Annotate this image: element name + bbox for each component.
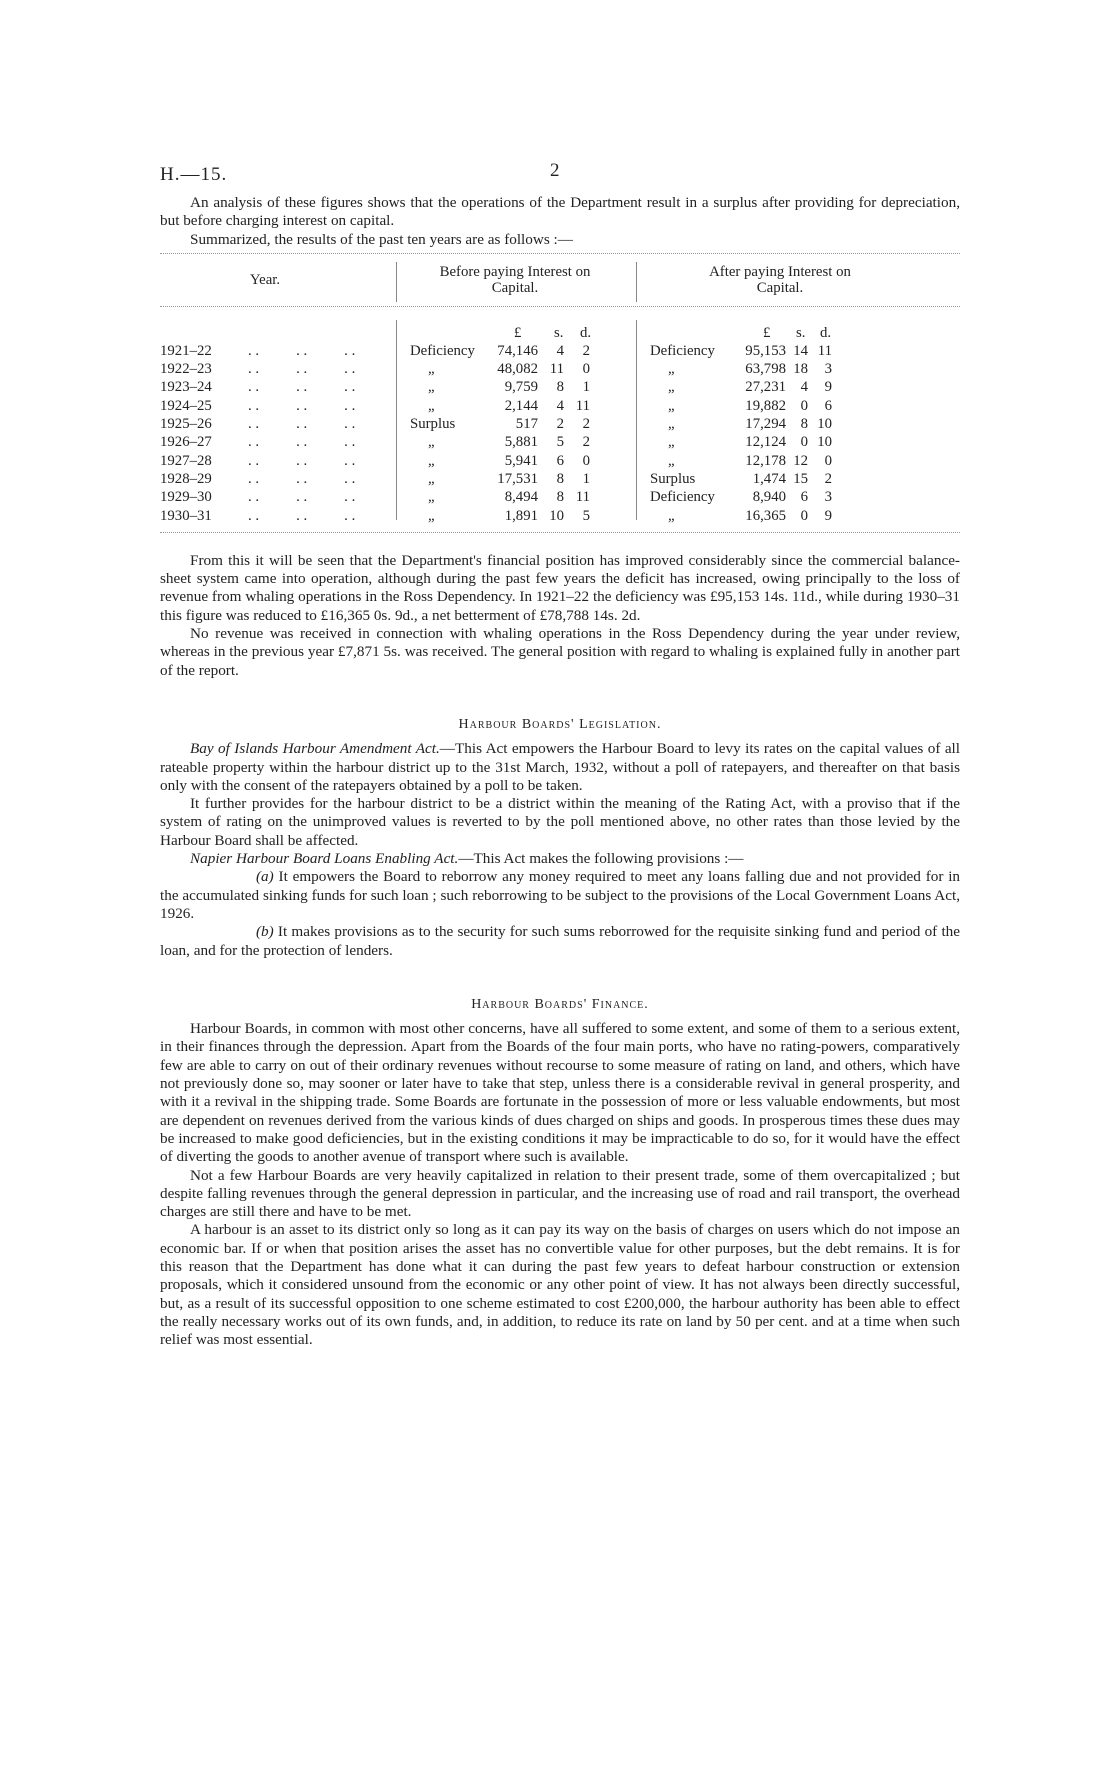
before-shillings-cell: 4 <box>556 342 564 359</box>
leader-dots: . . . . . . <box>248 416 356 433</box>
before-pounds-cell: 517 <box>515 416 538 433</box>
page-header <box>160 160 960 194</box>
finance-paragraph-3: A harbour is an asset to its district only so long as it can pay its way on the basis of charges on users which do not impose an economic bar. If or when that position arises the asset has no convertible value for other purposes, but the debt remains. It is for this reason that the Department has done what it can during the past few years to defeat harbour construction or extension proposals, which it considered unsound from the economic or any other point of view. It has not always been directly successful, but, as a result of its successful opposition to one scheme estimated to cost £200,000, the harbour authority has been able to effect the really necessary works out of its own funds, and, in addition, to reduce its rate on land by 50 per cent. and at a time when such relief was most essential. <box>160 1221 960 1349</box>
before-pence-symbol: d. <box>580 324 592 341</box>
after-status-cell: „ <box>668 379 675 396</box>
column-divider-2 <box>636 262 637 302</box>
before-status-cell: „ <box>428 379 435 396</box>
before-pence-cell: 1 <box>582 470 590 487</box>
after-shillings-cell: 18 <box>793 361 808 378</box>
before-status-cell: „ <box>428 434 435 451</box>
after-pence-cell: 2 <box>824 470 832 487</box>
after-shillings-cell: 14 <box>793 342 808 359</box>
leader-dots: . . . . . . <box>248 434 356 451</box>
leader-dots: . . . . . . <box>248 379 356 396</box>
after-pence-symbol: d. <box>820 324 832 341</box>
header-rule <box>160 306 960 307</box>
before-pounds-cell: 8,494 <box>504 489 538 506</box>
before-pence-cell: 2 <box>582 416 590 433</box>
leader-dots: . . . . . . <box>248 397 356 414</box>
provision-b <box>160 923 960 960</box>
table-row <box>160 415 960 433</box>
year-cell: 1922–23 <box>160 361 212 378</box>
table-row <box>160 452 960 470</box>
before-status-cell: „ <box>428 361 435 378</box>
rating-act-paragraph: It further provides for the harbour district to be a district within the meaning of the Rating Act, with a proviso that if the system of rating on the unimproved values is reverted to by the poll mentioned above, no other rates than those levied by the Harbour Board shall be affected. <box>160 795 960 849</box>
before-pounds-cell: 17,531 <box>497 470 538 487</box>
after-pence-cell: 10 <box>817 434 832 451</box>
after-pounds-cell: 17,294 <box>745 416 786 433</box>
year-cell: 1929–30 <box>160 489 212 506</box>
before-shillings-cell: 8 <box>556 379 564 396</box>
year-cell: 1926–27 <box>160 434 212 451</box>
before-status-cell: Surplus <box>410 416 456 433</box>
after-pence-cell: 10 <box>817 416 832 433</box>
before-shillings-symbol: s. <box>554 324 564 341</box>
leader-dots: . . . . . . <box>248 470 356 487</box>
document-reference: H.—15. <box>160 164 228 185</box>
after-pounds-cell: 1,474 <box>752 470 786 487</box>
after-pounds-cell: 12,124 <box>745 434 786 451</box>
before-shillings-cell: 10 <box>549 507 564 524</box>
finance-heading: Harbour Boards' Finance. <box>471 996 649 1012</box>
after-status-cell: „ <box>668 397 675 414</box>
before-pounds-cell: 5,941 <box>504 452 538 469</box>
table-row <box>160 342 960 360</box>
before-status-cell: „ <box>428 489 435 506</box>
before-pence-cell: 0 <box>582 452 590 469</box>
year-cell: 1925–26 <box>160 416 212 433</box>
after-pence-cell: 3 <box>824 361 832 378</box>
before-shillings-cell: 11 <box>549 361 564 378</box>
provision-a-text: It empowers the Board to reborrow any money required to meet any loans falling due and not provided for in the accumulated sinking funds for such loan ; such reborrowing to be subject to the provisions of the Local Government Loans Act, 1926. <box>160 868 961 922</box>
before-status-cell: „ <box>428 470 435 487</box>
leader-dots: . . . . . . <box>248 489 356 506</box>
provision-a <box>160 868 960 923</box>
intro-paragraph-2: Summarized, the results of the past ten years are as follows :— <box>190 230 573 248</box>
after-status-cell: Deficiency <box>650 342 715 359</box>
after-shillings-cell: 0 <box>800 507 808 524</box>
after-shillings-cell: 0 <box>800 397 808 414</box>
table-bottom-rule <box>160 532 960 533</box>
after-pence-cell: 6 <box>824 397 832 414</box>
leader-dots: . . . . . . <box>248 507 356 524</box>
before-status-cell: Deficiency <box>410 342 475 359</box>
before-interest-header: Before paying Interest on Capital. <box>439 263 591 296</box>
after-status-cell: „ <box>668 361 675 378</box>
after-status-cell: Deficiency <box>650 489 715 506</box>
before-status-cell: „ <box>428 507 435 524</box>
after-pounds-cell: 27,231 <box>745 379 786 396</box>
before-shillings-cell: 8 <box>556 470 564 487</box>
year-cell: 1921–22 <box>160 342 212 359</box>
analysis-paragraph-1: From this it will be seen that the Department's financial position has improved considerably since the commercial balance-sheet system came into operation, although during the past few years the deficit has increased, owing principally to the loss of revenue from whaling operations in the Ross Dependency. In 1921–22 the deficiency was £95,153 14s. 11d., while during 1930–31 this figure was reduced to £16,365 0s. 9d., a net betterment of £78,788 14s. 2d. <box>160 551 960 624</box>
before-pence-cell: 11 <box>575 397 590 414</box>
before-shillings-cell: 2 <box>556 416 564 433</box>
page-number: 2 <box>550 160 560 181</box>
document-page <box>160 160 960 1349</box>
before-pounds-cell: 5,881 <box>504 434 538 451</box>
provision-b-text: It makes provisions as to the security for such sums reborrowed for the requisite sinking fund and period of the loan, and for the protection of lenders. <box>160 923 960 959</box>
intro-paragraph-1: An analysis of these figures shows that the operations of the Department result in a surplus after providing for depreciation, but before charging interest on capital. <box>160 194 960 230</box>
table-row <box>160 433 960 451</box>
after-pounds-cell: 63,798 <box>745 361 786 378</box>
after-pounds-symbol: £ <box>763 324 771 341</box>
year-cell: 1924–25 <box>160 397 212 414</box>
year-cell: 1927–28 <box>160 452 212 469</box>
after-status-cell: „ <box>668 452 675 469</box>
napier-act-title: Napier Harbour Board Loans Enabling Act. <box>190 850 459 868</box>
after-shillings-cell: 8 <box>800 416 808 433</box>
table-row <box>160 507 960 525</box>
column-divider-1 <box>396 262 397 302</box>
after-pence-cell: 3 <box>824 489 832 506</box>
table-row <box>160 470 960 488</box>
bay-of-islands-act-title: Bay of Islands Harbour Amendment Act. <box>190 740 440 758</box>
after-pence-cell: 9 <box>824 379 832 396</box>
after-status-cell: Surplus <box>650 470 696 487</box>
before-shillings-cell: 4 <box>556 397 564 414</box>
after-interest-header: After paying Interest on Capital. <box>709 263 851 296</box>
before-pounds-cell: 2,144 <box>504 397 538 414</box>
leader-dots: . . . . . . <box>248 361 356 378</box>
after-pounds-cell: 95,153 <box>745 342 786 359</box>
after-status-cell: „ <box>668 416 675 433</box>
after-pence-cell: 11 <box>817 342 832 359</box>
before-pence-cell: 5 <box>582 507 590 524</box>
table-row <box>160 360 960 378</box>
after-pence-cell: 0 <box>824 452 832 469</box>
before-pence-cell: 2 <box>582 434 590 451</box>
leader-dots: . . . . . . <box>248 452 356 469</box>
after-status-cell: „ <box>668 507 675 524</box>
after-pounds-cell: 8,940 <box>752 489 786 506</box>
before-pounds-cell: 9,759 <box>504 379 538 396</box>
before-shillings-cell: 5 <box>556 434 564 451</box>
legislation-heading: Harbour Boards' Legislation. <box>458 716 662 732</box>
before-shillings-cell: 6 <box>556 452 564 469</box>
leader-dots: . . . . . . <box>248 342 356 359</box>
napier-paragraph <box>160 850 960 868</box>
year-cell: 1923–24 <box>160 379 212 396</box>
after-shillings-cell: 12 <box>793 452 808 469</box>
before-pounds-cell: 48,082 <box>497 361 538 378</box>
after-status-cell: „ <box>668 434 675 451</box>
after-shillings-cell: 6 <box>800 489 808 506</box>
before-pence-cell: 0 <box>582 361 590 378</box>
after-shillings-cell: 0 <box>800 434 808 451</box>
before-pounds-cell: 74,146 <box>497 342 538 359</box>
after-shillings-cell: 4 <box>800 379 808 396</box>
results-table <box>160 262 960 552</box>
after-pounds-cell: 16,365 <box>745 507 786 524</box>
provision-b-label: (b) <box>256 923 274 941</box>
before-status-cell: „ <box>428 397 435 414</box>
after-pounds-cell: 19,882 <box>745 397 786 414</box>
finance-paragraph-1: Harbour Boards, in common with most other concerns, have all suffered to some extent, and some of them to a serious extent, in their finances through the depression. Apart from the Boards of the four main ports, who have no rating-powers, comparatively few are able to carry on out of their ordinary revenues without recourse to some measure of rating on land, and others, which have not previously done so, may sooner or later have to take that step, unless there is a considerable revival in general prosperity, and with it a revival in the shipping trade. Some Boards are fortunate in the possession of more or less valuable endowments, but most are dependent on revenues derived from the various kinds of dues charged on ships and goods. In prosperous times these dues may be increased to make good deficiencies, but in the existing conditions it may be impracticable to do so, for it would have the effect of diverting the goods to another avenue of transport where such is available. <box>160 1020 960 1166</box>
before-pounds-cell: 1,891 <box>504 507 538 524</box>
after-shillings-symbol: s. <box>796 324 806 341</box>
year-column-header: Year. <box>249 271 281 288</box>
table-row <box>160 488 960 506</box>
year-cell: 1928–29 <box>160 470 212 487</box>
year-cell: 1930–31 <box>160 507 212 524</box>
before-pounds-symbol: £ <box>514 324 522 341</box>
provision-a-label: (a) <box>256 868 274 886</box>
after-pounds-cell: 12,178 <box>745 452 786 469</box>
before-shillings-cell: 8 <box>556 489 564 506</box>
bay-of-islands-paragraph <box>160 740 960 795</box>
before-pence-cell: 11 <box>575 489 590 506</box>
before-status-cell: „ <box>428 452 435 469</box>
finance-paragraph-2: Not a few Harbour Boards are very heavily capitalized in relation to their present trade, some of them overcapitalized ; but despite falling revenues through the general depression in particular, and the increasing use of road and rail transport, the overhead charges are still there and have to be met. <box>160 1166 960 1221</box>
before-pence-cell: 2 <box>582 342 590 359</box>
napier-act-text: —This Act makes the following provisions :— <box>458 850 744 868</box>
after-pence-cell: 9 <box>824 507 832 524</box>
table-row <box>160 397 960 415</box>
before-pence-cell: 1 <box>582 379 590 396</box>
analysis-paragraph-2: No revenue was received in connection with whaling operations in the Ross Dependency during the year under review, whereas in the previous year £7,871 5s. was received. The general position with regard to whaling is explained fully in another part of the report. <box>160 625 960 679</box>
table-row <box>160 378 960 396</box>
table-top-rule <box>160 253 960 254</box>
after-shillings-cell: 15 <box>793 470 808 487</box>
bay-of-islands-act-text: —This Act empowers the Harbour Board to levy its rates on the capital values of all rateable property within the harbour district up to the 31st March, 1932, without a poll of ratepayers, and thereafter on that basis only with the consent of the ratepayers obtained by a poll to be taken. <box>160 740 960 794</box>
